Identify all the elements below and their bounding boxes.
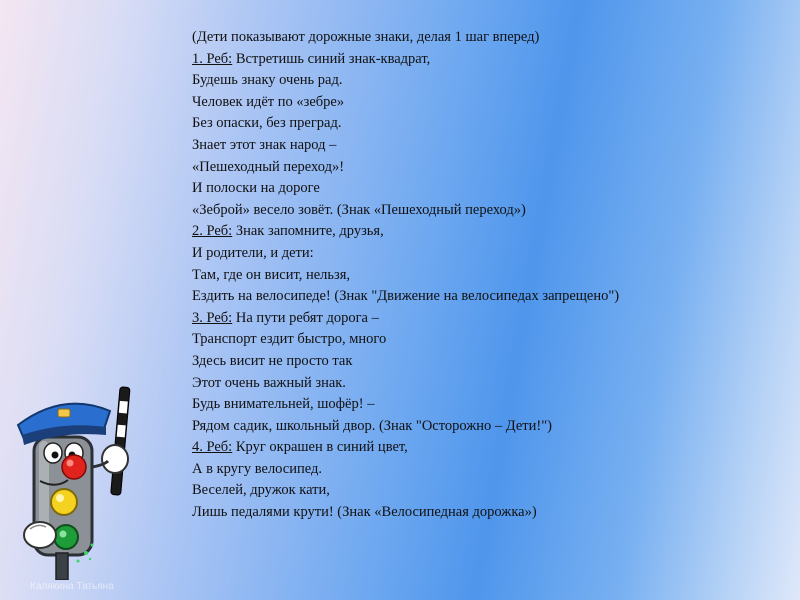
poem-line: Человек идёт по «зебре» [192, 93, 345, 110]
stanza-1 [192, 49, 792, 222]
poem-line: Без опаски, без преград. [192, 115, 342, 132]
speaker-label: 3. Реб: [192, 309, 233, 326]
poem-line: «Пешеходный переход»! [192, 158, 345, 175]
poem-line: А в кругу велосипед. [192, 460, 322, 477]
poem-line: Веселей, дружок кати, [192, 482, 330, 499]
poem-line: Этот очень важный знак. [192, 374, 346, 391]
poem-line: И полоски на дороге [192, 180, 320, 197]
poem-line: Лишь педалями крути! (Знак «Велосипедная дорожка») [192, 504, 537, 521]
poem-line: Ездить на велосипеде! (Знак "Движение на велосипедах запрещено") [192, 288, 620, 305]
poem-line: «Зеброй» весело зовёт. (Знак «Пешеходный переход») [192, 201, 526, 218]
poem-line: И родители, и дети: [192, 244, 314, 261]
intro-line: (Дети показывают дорожные знаки, делая 1 шаг вперед) [192, 29, 540, 45]
poem-line: Будь внимательней, шофёр! – [192, 396, 375, 413]
poem-line: Знает этот знак народ – [192, 136, 337, 153]
poem-line: Здесь висит не просто так [192, 352, 353, 369]
stanza-2 [192, 221, 792, 307]
traffic-light-character-icon [8, 385, 143, 585]
poem-line: Транспорт ездит быстро, много [192, 331, 387, 348]
poem-line: Там, где он висит, нельзя, [192, 266, 351, 283]
stanza-3 [192, 308, 792, 438]
poem-line: Будешь знаку очень рад. [192, 72, 343, 89]
poem-line: Знак запомните, друзья, [232, 223, 384, 240]
author-watermark: Калякина Татьяна [30, 581, 114, 592]
speaker-label: 4. Реб: [192, 439, 233, 456]
poem-line: Встретишь синий знак-квадрат, [232, 50, 431, 67]
poem-line: Круг окрашен в синий цвет, [232, 439, 408, 456]
poem-line: Рядом садик, школьный двор. (Знак "Осторожно – Дети!") [192, 417, 552, 434]
speaker-label: 1. Реб: [192, 50, 233, 67]
speaker-label: 2. Реб: [192, 223, 233, 240]
poem-line: На пути ребят дорога – [232, 309, 379, 326]
poem-text [192, 27, 792, 524]
stanza-4 [192, 437, 792, 523]
